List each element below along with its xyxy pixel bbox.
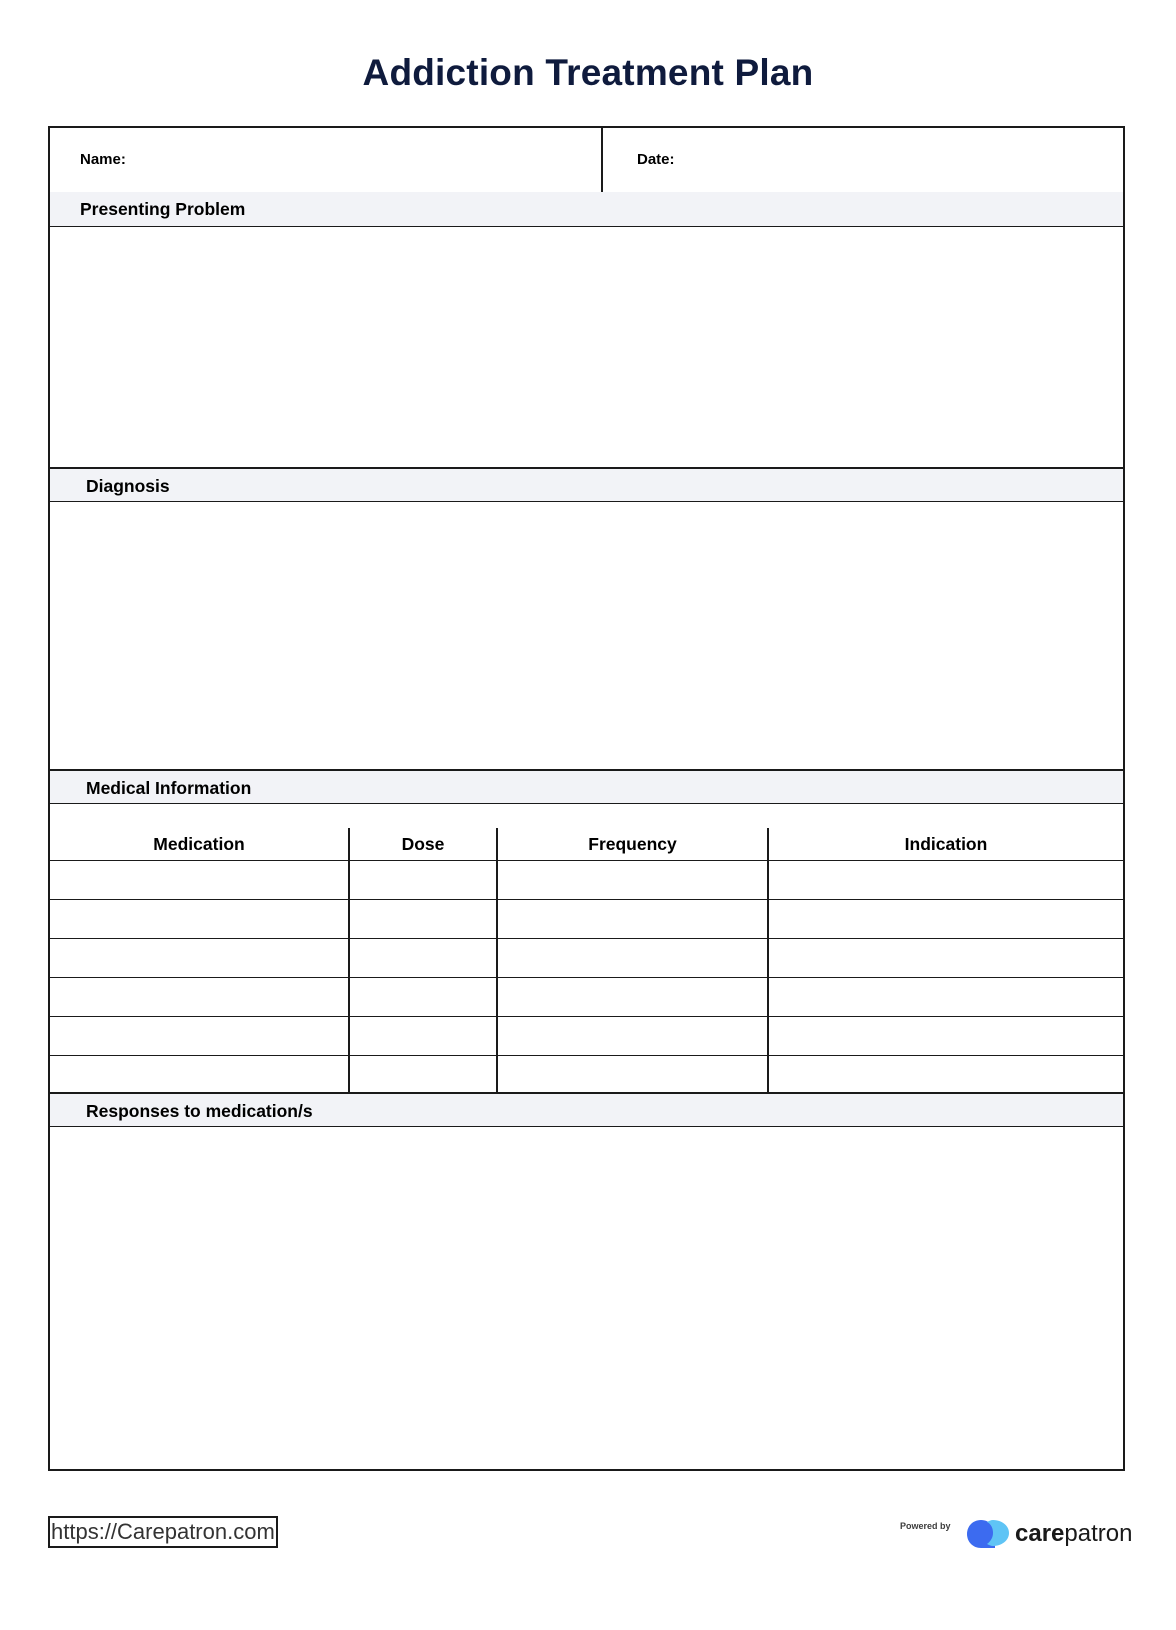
- treatment-plan-form: [48, 126, 1125, 1471]
- date-field[interactable]: [605, 128, 1123, 192]
- name-label: Name:: [80, 151, 126, 168]
- dose-cell[interactable]: [349, 1056, 497, 1095]
- carepatron-logo-icon: [965, 1516, 1011, 1552]
- dose-cell[interactable]: [349, 861, 497, 900]
- carepatron-link[interactable]: https://Carepatron.com: [48, 1516, 278, 1548]
- dose-cell[interactable]: [349, 900, 497, 939]
- column-header-dose: Dose: [349, 828, 497, 861]
- frequency-cell[interactable]: [497, 900, 768, 939]
- indication-cell[interactable]: [768, 939, 1123, 978]
- responses-area[interactable]: [50, 1130, 1123, 1469]
- frequency-cell[interactable]: [497, 939, 768, 978]
- medication-table-header-row: [50, 828, 1123, 861]
- frequency-cell[interactable]: [497, 978, 768, 1017]
- identity-row: [50, 128, 1123, 194]
- presenting-problem-header: Presenting Problem: [50, 192, 1123, 227]
- indication-cell[interactable]: [768, 1017, 1123, 1056]
- frequency-cell[interactable]: [497, 861, 768, 900]
- date-label: Date:: [637, 151, 675, 168]
- table-row: [50, 978, 1123, 1017]
- column-header-frequency: Frequency: [497, 828, 768, 861]
- indication-cell[interactable]: [768, 861, 1123, 900]
- medication-cell[interactable]: [50, 939, 349, 978]
- indication-cell[interactable]: [768, 900, 1123, 939]
- indication-cell[interactable]: [768, 978, 1123, 1017]
- table-row: [50, 1056, 1123, 1095]
- page-title: Addiction Treatment Plan: [362, 52, 814, 93]
- presenting-problem-area[interactable]: [50, 228, 1123, 469]
- powered-by-label: Powered by: [900, 1521, 951, 1531]
- frequency-cell[interactable]: [497, 1056, 768, 1095]
- table-row: [50, 939, 1123, 978]
- carepatron-wordmark: carepatron: [1015, 1520, 1133, 1547]
- diagnosis-area[interactable]: [50, 505, 1123, 770]
- frequency-cell[interactable]: [497, 1017, 768, 1056]
- medication-cell[interactable]: [50, 900, 349, 939]
- table-row: [50, 861, 1123, 900]
- table-row: [50, 900, 1123, 939]
- dose-cell[interactable]: [349, 939, 497, 978]
- medication-table: [50, 828, 1123, 1094]
- column-header-indication: Indication: [768, 828, 1123, 861]
- medical-information-header: Medical Information: [50, 769, 1123, 804]
- medication-cell[interactable]: [50, 1017, 349, 1056]
- indication-cell[interactable]: [768, 1056, 1123, 1095]
- medication-cell[interactable]: [50, 1056, 349, 1095]
- medication-cell[interactable]: [50, 861, 349, 900]
- name-field[interactable]: [50, 128, 603, 192]
- diagnosis-header: Diagnosis: [50, 467, 1123, 502]
- column-header-medication: Medication: [50, 828, 349, 861]
- dose-cell[interactable]: [349, 1017, 497, 1056]
- medication-cell[interactable]: [50, 978, 349, 1017]
- dose-cell[interactable]: [349, 978, 497, 1017]
- table-row: [50, 1017, 1123, 1056]
- responses-header: Responses to medication/s: [50, 1092, 1123, 1127]
